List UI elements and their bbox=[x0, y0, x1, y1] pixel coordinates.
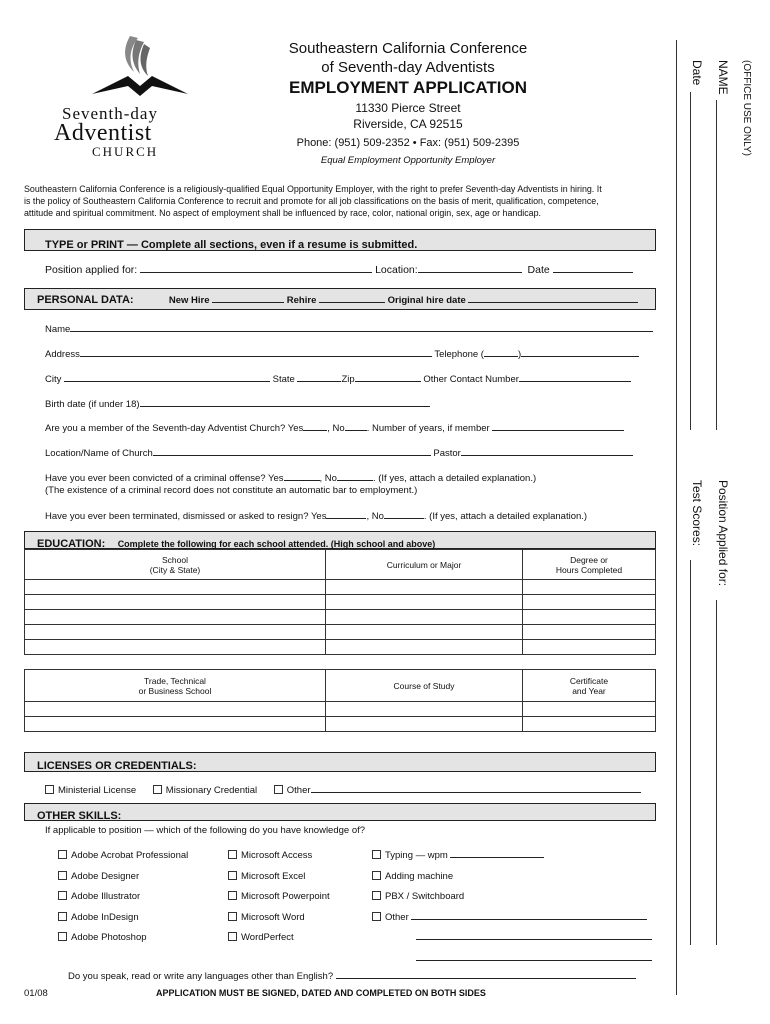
church-row: Location/Name of Church Pastor bbox=[45, 446, 633, 459]
other-skill-checkbox[interactable] bbox=[372, 912, 381, 921]
logo-line1: Seventh-day bbox=[62, 104, 158, 123]
city-row: City State Zip Other Contact Number bbox=[45, 372, 631, 385]
languages-field[interactable] bbox=[336, 969, 636, 979]
table-row[interactable] bbox=[25, 640, 656, 655]
office-position-label: Position Applied for: bbox=[716, 480, 730, 587]
access-checkbox[interactable] bbox=[228, 850, 237, 859]
skills-prompt: If applicable to position — which of the following do you have knowledge of? bbox=[45, 825, 366, 836]
street: 11330 Pierce Street bbox=[355, 101, 461, 115]
wpm-field[interactable] bbox=[450, 848, 544, 858]
office-date-label: Date bbox=[690, 60, 704, 86]
telephone-field[interactable] bbox=[521, 347, 639, 357]
address-field[interactable] bbox=[80, 347, 432, 357]
pastor-field[interactable] bbox=[461, 446, 633, 456]
page-title: EMPLOYMENT APPLICATION bbox=[289, 78, 527, 97]
criminal-no-field[interactable] bbox=[337, 471, 373, 481]
typing-checkbox[interactable] bbox=[372, 850, 381, 859]
acrobat-checkbox[interactable] bbox=[58, 850, 67, 859]
languages-row: Do you speak, read or write any languages other than English? bbox=[68, 969, 636, 982]
criminal-row: Have you ever been convicted of a criminal offense? Yes , No . (If yes, attach a detailed explanation.) (The existence of a criminal record does not constitute an automatic bar to employment.) bbox=[45, 473, 537, 496]
birth-date-field[interactable] bbox=[140, 397, 430, 407]
sda-logo bbox=[52, 30, 222, 160]
office-use-label: (OFFICE USE ONLY) bbox=[741, 60, 752, 156]
original-hire-field[interactable] bbox=[468, 293, 638, 303]
licenses-row: Ministerial License Missionary Credential Other bbox=[45, 783, 641, 796]
word-checkbox[interactable] bbox=[228, 912, 237, 921]
church-field[interactable] bbox=[153, 446, 431, 456]
city-field[interactable] bbox=[64, 372, 270, 382]
table-row[interactable] bbox=[25, 625, 656, 640]
date-field[interactable] bbox=[553, 263, 633, 273]
table-row[interactable] bbox=[25, 717, 656, 732]
criminal-yes-field[interactable] bbox=[284, 471, 320, 481]
table-row[interactable] bbox=[25, 610, 656, 625]
state-field[interactable] bbox=[297, 372, 341, 382]
position-field[interactable] bbox=[140, 263, 372, 273]
member-years-field[interactable] bbox=[492, 421, 624, 431]
skills-col2: Microsoft Access Microsoft Excel Microsoft Powerpoint Microsoft Word WordPerfect bbox=[228, 846, 330, 949]
powerpoint-checkbox[interactable] bbox=[228, 891, 237, 900]
zip-field[interactable] bbox=[355, 372, 421, 382]
flame-book-icon bbox=[52, 30, 222, 100]
position-row: Position applied for: Location: Date bbox=[45, 263, 633, 276]
terminated-yes-field[interactable] bbox=[326, 509, 366, 519]
type-print-banner: TYPE or PRINT — Complete all sections, even if a resume is submitted. bbox=[24, 229, 656, 251]
terminated-no-field[interactable] bbox=[384, 509, 424, 519]
trade-school-table: Trade, Technical or Business School Course of Study Certificate and Year bbox=[24, 669, 656, 732]
name-field[interactable] bbox=[70, 322, 653, 332]
designer-checkbox[interactable] bbox=[58, 871, 67, 880]
other-skill-field[interactable] bbox=[411, 910, 647, 920]
office-name-line[interactable] bbox=[716, 100, 717, 430]
address-row: Address Telephone ( ) bbox=[45, 347, 639, 360]
new-hire-field[interactable] bbox=[212, 293, 284, 303]
education-table: School (City & State) Curriculum or Major Degree or Hours Completed bbox=[24, 549, 656, 655]
other-license-checkbox[interactable] bbox=[274, 785, 283, 794]
office-test-line[interactable] bbox=[690, 560, 691, 945]
skills-bar: OTHER SKILLS: bbox=[24, 803, 656, 821]
header bbox=[258, 40, 558, 166]
city-state: Riverside, CA 92515 bbox=[353, 117, 463, 131]
other-license-field[interactable] bbox=[311, 783, 641, 793]
office-name-label: NAME bbox=[716, 60, 730, 95]
ministerial-checkbox[interactable] bbox=[45, 785, 54, 794]
org-line2: of Seventh-day Adventists bbox=[321, 59, 495, 76]
member-row: Are you a member of the Seventh-day Adventist Church? Yes , No . Number of years, if member bbox=[45, 421, 624, 434]
member-no-field[interactable] bbox=[345, 421, 367, 431]
footer-note: APPLICATION MUST BE SIGNED, DATED AND COMPLETED ON BOTH SIDES bbox=[156, 988, 486, 998]
member-yes-field[interactable] bbox=[303, 421, 327, 431]
education-bar: EDUCATION: Complete the following for each school attended. (High school and above) bbox=[24, 531, 656, 549]
area-code-field[interactable] bbox=[484, 347, 518, 357]
pbx-checkbox[interactable] bbox=[372, 891, 381, 900]
org-line1: Southeastern California Conference bbox=[288, 40, 528, 57]
eeo-line: Equal Employment Opportunity Employer bbox=[320, 155, 496, 166]
personal-data-bar: PERSONAL DATA: New Hire Rehire Original hire date bbox=[24, 288, 656, 310]
logo-line3: CHURCH bbox=[92, 144, 159, 159]
logo-line2: Adventist bbox=[54, 120, 152, 146]
adding-machine-checkbox[interactable] bbox=[372, 871, 381, 880]
illustrator-checkbox[interactable] bbox=[58, 891, 67, 900]
excel-checkbox[interactable] bbox=[228, 871, 237, 880]
name-row: Name bbox=[45, 322, 653, 335]
phone-fax: Phone: (951) 509-2352 • Fax: (951) 509-2395 bbox=[296, 137, 520, 149]
terminated-row: Have you ever been terminated, dismissed or asked to resign? Yes , No . (If yes, attach a detailed explanation.) bbox=[45, 511, 588, 522]
birth-row: Birth date (if under 18) bbox=[45, 397, 430, 410]
table-row[interactable] bbox=[25, 595, 656, 610]
office-test-label: Test Scores: bbox=[690, 480, 704, 547]
table-row[interactable] bbox=[25, 580, 656, 595]
location-field[interactable] bbox=[418, 263, 522, 273]
office-date-line[interactable] bbox=[690, 92, 691, 430]
table-row[interactable] bbox=[25, 702, 656, 717]
other-contact-field[interactable] bbox=[519, 372, 631, 382]
photoshop-checkbox[interactable] bbox=[58, 932, 67, 941]
wordperfect-checkbox[interactable] bbox=[228, 932, 237, 941]
skills-col3: Typing — wpm Adding machine PBX / Switchboard Other bbox=[372, 846, 652, 970]
office-position-line[interactable] bbox=[716, 600, 717, 945]
skills-col1: Adobe Acrobat Professional Adobe Designer Adobe Illustrator Adobe InDesign Adobe Photoshop bbox=[58, 846, 188, 949]
other-skill-field-3[interactable] bbox=[416, 951, 652, 961]
licenses-bar: LICENSES OR CREDENTIALS: bbox=[24, 752, 656, 772]
office-divider bbox=[676, 40, 677, 995]
form-code: 01/08 bbox=[24, 988, 48, 999]
indesign-checkbox[interactable] bbox=[58, 912, 67, 921]
other-skill-field-2[interactable] bbox=[416, 930, 652, 940]
missionary-checkbox[interactable] bbox=[153, 785, 162, 794]
rehire-field[interactable] bbox=[319, 293, 385, 303]
intro-paragraph: Southeastern California Conference is a religiously-qualified Equal Opportunity Employer, with the right to prefer Seventh-day Adventists in hiring. It is the policy of Southeastern California Conference to recruit and promote for all job classifications on the basis of merit, qualification, competence, attitude and spiritual commitment. No aspect of employment shall be influenced by race, color, national origin, sex, age or handicap. bbox=[24, 184, 602, 218]
